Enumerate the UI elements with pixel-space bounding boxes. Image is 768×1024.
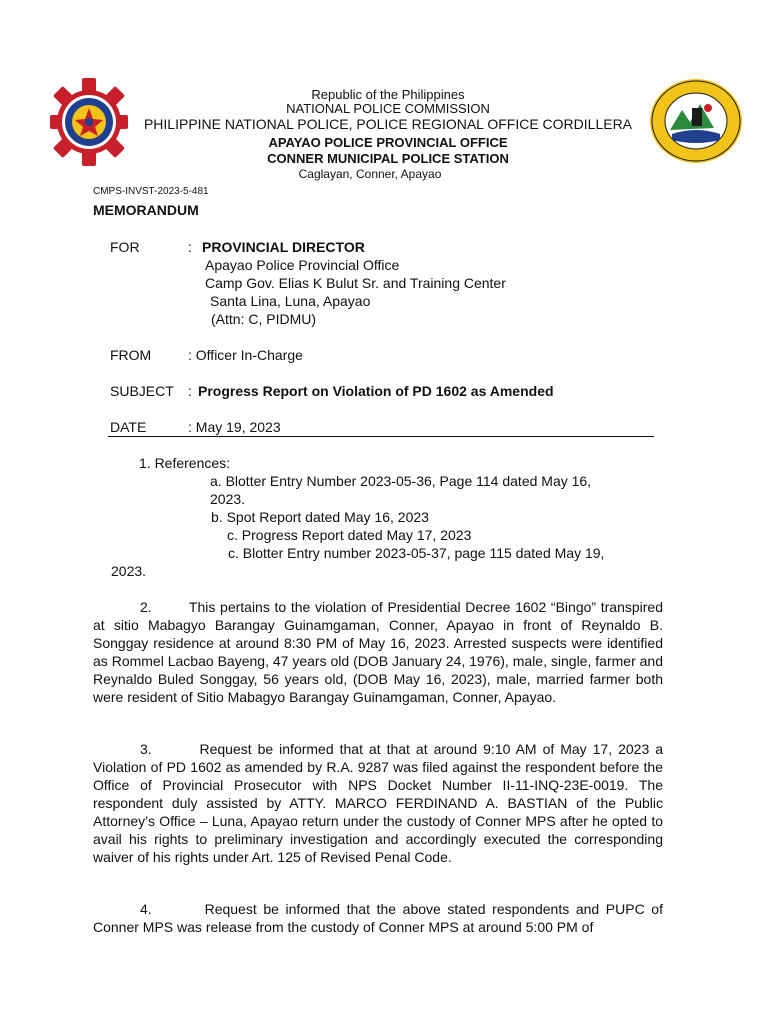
subject-colon: :: [188, 383, 192, 399]
from-label: FROM: [110, 347, 152, 363]
reference-d-cont: 2023.: [111, 563, 147, 579]
control-number: CMPS-INVST-2023-5-481: [93, 186, 209, 197]
reference-c: c. Progress Report dated May 17, 2023: [227, 527, 472, 543]
for-label: FOR: [110, 239, 140, 255]
references-heading: 1. References:: [139, 455, 231, 471]
for-address-3: Santa Lina, Luna, Apayao: [210, 293, 371, 309]
for-address-4: (Attn: C, PIDMU): [211, 311, 317, 327]
header-pnp-pro: PHILIPPINE NATIONAL POLICE, POLICE REGIONAL OFFICE CORDILLERA: [143, 116, 633, 132]
header-provincial-office: APAYAO POLICE PROVINCIAL OFFICE: [268, 135, 508, 150]
reference-b: b. Spot Report dated May 16, 2023: [211, 509, 429, 525]
paragraph-2: 2. This pertains to the violation of Presidential Decree 1602 “Bingo” transpired at sitio Mabagyo Barangay Guinamgaman, Conner, Apayao in front of Reynaldo B. Songgay residence at around 8:30 PM of May 16, 2023. Arrested suspects were identified as Rommel Lacbao Bayeng, 47 years old (DOB January 24, 1976), male, single, farmer and Reynaldo Buled Songgay, 56 years old, (DOB May 16, 2023), male, married farmer both were resident of Sitio Mabagyo Barangay Guinamgaman, Conner, Apayao.: [93, 599, 667, 705]
for-colon: :: [188, 239, 192, 255]
reference-a: a. Blotter Entry Number 2023-05-36, Page 114 dated May 16,: [210, 473, 592, 489]
header-address: Caglayan, Conner, Apayao: [298, 167, 442, 181]
pnp-seal-logo: [50, 77, 128, 167]
header-napolcom: NATIONAL POLICE COMMISSION: [286, 101, 490, 116]
subject-value: Progress Report on Violation of PD 1602 as Amended: [198, 383, 554, 399]
date-label: DATE: [110, 419, 147, 435]
paragraph-4: 4. Request be informed that the above stated respondents and PUPC of Conner MPS was release from the custody of Conner MPS at around 5:00 PM of: [93, 901, 667, 935]
header-municipal-station: CONNER MUNICIPAL POLICE STATION: [267, 151, 509, 166]
municipality-seal-logo: [648, 78, 744, 164]
header-republic: Republic of the Philippines: [311, 87, 465, 102]
from-value: : Officer In-Charge: [188, 347, 303, 363]
memo-title: MEMORANDUM: [93, 202, 199, 218]
for-address-1: Apayao Police Provincial Office: [205, 257, 400, 273]
for-address-2: Camp Gov. Elias K Bulut Sr. and Training Center: [205, 275, 506, 291]
subject-label: SUBJECT: [110, 383, 174, 399]
header-divider: [108, 436, 654, 437]
reference-a-cont: 2023.: [210, 491, 246, 507]
paragraph-3: 3. Request be informed that at that at around 9:10 AM of May 17, 2023 a Violation of PD 1602 as amended by R.A. 9287 was filed against the respondent before the Office of Provincial Prosecutor with NPS Docket Number II-11-INQ-23E-0019. The respondent duly assisted by ATTY. MARCO FERDINAND A. BASTIAN of the Public Attorney’s Office – Luna, Apayao return under the custody of Conner MPS after he opted to avail his rights to preliminary investigation and accordingly executed the corresponding waiver of his rights under Art. 125 of Revised Penal Code.: [93, 741, 667, 865]
reference-d: c. Blotter Entry number 2023-05-37, page 115 dated May 19,: [228, 545, 605, 561]
for-recipient: PROVINCIAL DIRECTOR: [202, 239, 365, 255]
date-value: : May 19, 2023: [188, 419, 281, 435]
